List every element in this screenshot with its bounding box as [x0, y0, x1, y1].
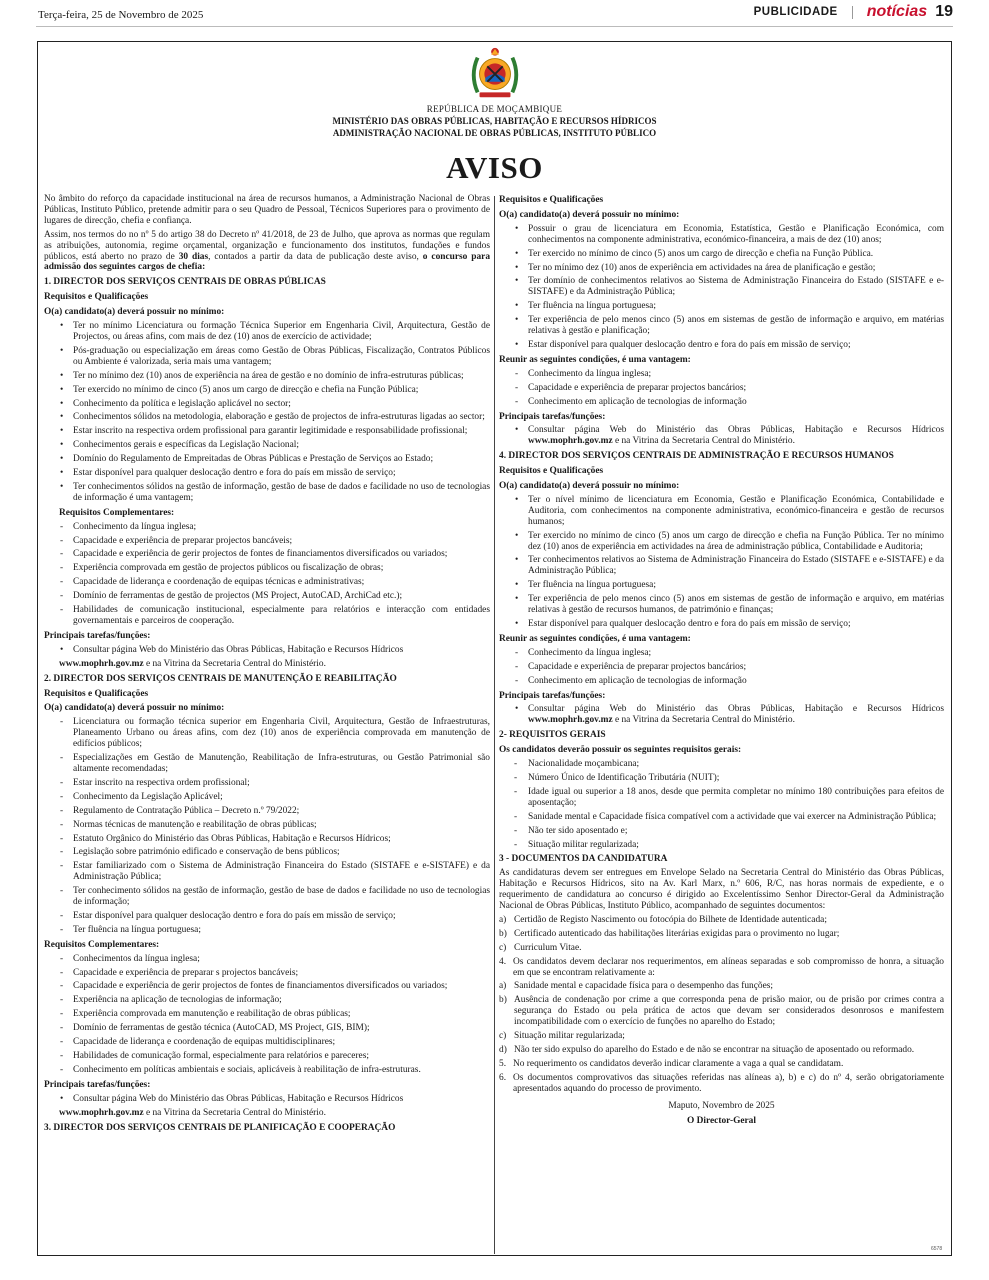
list-item: - Experiência comprovada em gestão de projectos públicos ou fiscalização de obras;	[44, 563, 490, 574]
advantage-heading: Reunir as seguintes condições, é uma vantagem:	[499, 354, 691, 365]
list-item: - Regulamento de Contratação Pública – Decreto n.º 79/2022;	[44, 806, 490, 817]
list-item: - Capacidade e experiência de preparar s projectos bancáveis;	[44, 968, 490, 979]
s3-minimum-list	[499, 224, 944, 351]
header-right	[754, 3, 953, 21]
list-item: - Estar familiarizado com o Sistema de Administração Financeira do Estado (SISTAFE e e-SISTAFE) e da Administração Pública;	[44, 861, 490, 883]
list-item: - Conhecimento em políticas ambientais e sociais, aplicáveis à reabilitação de infra-estruturas.	[44, 1065, 490, 1076]
list-item: • Estar disponível para qualquer deslocação dentro e fora do país em missão de serviço;	[499, 619, 944, 630]
s1-website-line: www.mophrh.gov.mz e na Vitrina da Secretaria Central do Ministério.	[59, 658, 326, 669]
s3-advantage-list	[499, 369, 944, 408]
list-item: - Sanidade mental e Capacidade física compatível com a actividade que vai exercer na Administração Pública;	[499, 812, 944, 823]
list-item: a) Sanidade mental e capacidade física para o desempenho das funções;	[499, 981, 774, 992]
list-item: • Pós-graduação ou especialização em áreas como Gestão de Obras Públicas, Fiscalização, Contratos Públicos ou Ambiente é valorizada, seria mais uma vantagem;	[44, 346, 490, 368]
header-divider	[852, 6, 853, 19]
list-item: • Ter exercido no mínimo de cinco (5) anos um cargo de direcção e chefia na Função Pública. Ter no mínimo dez (10) anos de experiência em actividades na área de administração pública, Contabilidade e Auditoria;	[499, 531, 944, 553]
list-item: - Capacidade e experiência de preparar projectos bancários;	[499, 383, 944, 394]
list-item: • Conhecimentos sólidos na metodologia, elaboração e gestão de projectos de infra-estruturas ligadas ao sector;	[44, 412, 490, 423]
list-item: • Consultar página Web do Ministério das Obras Públicas, Habitação e Recursos Hídricos www.mophrh.gov.mz e na Vitrina da Secretaria Central do Ministério.	[499, 425, 944, 447]
section-title-2: 2. DIRECTOR DOS SERVIÇOS CENTRAIS DE MANUTENÇÃO E REABILITAÇÃO	[44, 673, 397, 684]
s1-complementary-list	[44, 522, 490, 627]
signature: O Director-Geral	[687, 1115, 756, 1126]
list-item: • Ter domínio de conhecimentos relativos ao Sistema de Administração Financeira do Estado (SISTAFE e e-SISTAFE) e da Administração Pública;	[499, 276, 944, 298]
list-item: d) Não ter sido expulso do aparelho do Estado e de não se encontrar na situação de aposentado ou reformado.	[499, 1045, 915, 1055]
list-item: • Consultar página Web do Ministério das Obras Públicas, Habitação e Recursos Hídricos www.mophrh.gov.mz e na Vitrina da Secretaria Central do Ministério.	[499, 704, 944, 726]
list-item: c) Curriculum Vitae.	[499, 942, 582, 953]
final-items	[499, 1059, 944, 1095]
list-item: - Estar disponível para qualquer deslocação dentro e fora do país em missão de serviço;	[44, 911, 490, 922]
list-item: • Estar inscrito na respectiva ordem profissional para garantir legitimidade e responsabilidade profissional;	[44, 426, 490, 437]
list-item: • Ter o nível mínimo de licenciatura em Economia, Gestão e Planificação Económica, Contabilidade e Auditoria, com conhecimentos na componente administrativa, económico-financeira e gestão de recursos humanos;	[499, 495, 944, 528]
general-requirements-list	[499, 759, 944, 850]
tasks-heading: Principais tarefas/funções:	[44, 1079, 151, 1090]
list-item: - Conhecimento da Legislação Aplicável;	[44, 792, 490, 803]
list-item: 5. No requerimento os candidatos deverão indicar claramente a vaga a qual se candidatam.	[499, 1058, 844, 1069]
list-item: - Ter fluência na língua portuguesa;	[44, 925, 490, 936]
list-item: - Nacionalidade moçambicana;	[499, 759, 944, 770]
list-item: • Domínio do Regulamento de Empreitadas de Obras Públicas e Prestação de Serviços ao Estado;	[44, 454, 490, 465]
tasks-heading: Principais tarefas/funções:	[499, 690, 606, 701]
intro-paragraph: No âmbito do reforço da capacidade institucional na área de recursos humanos, a Administração Nacional de Obras Públicas, Instituto Público, pretende admitir para o seu Quadro de Pessoal, Técnicos Superiores para o provimento de lugares de direcção, chefia e confiança.	[44, 194, 490, 226]
list-item: - Capacidade e experiência de preparar projectos bancários;	[499, 662, 944, 673]
notice-title: AVISO	[446, 150, 543, 185]
website-link[interactable]: www.mophrh.gov.mz	[59, 658, 144, 669]
list-item: - Normas técnicas de manutenção e reabilitação de obras públicas;	[44, 820, 490, 831]
intro-legal-paragraph: Assim, nos termos do no nº 5 do artigo 38 do Decreto nº 41/2018, de 23 de Julho, que aprova as normas que regulam as atribuições, autonomia, regime orçamental, organização e funcionamento dos institutos, fundações e fundos públicos, está aberto no prazo de 30 dias, contados a partir da data de publicação deste aviso, o concurso para admissão dos seguintes cargos de chefia:	[44, 229, 491, 273]
list-item: • Ter experiência de pelo menos cinco (5) anos em sistemas de gestão de informação e arquivo, em matérias relativas à gestão de recursos humanos, de património e finanças;	[499, 594, 944, 616]
list-item: - Habilidades de comunicação formal, especialmente para relatórios e pareceres;	[44, 1051, 490, 1062]
list-item: - Especializações em Gestão de Manutenção, Reabilitação de Infra-estruturas, ou Gestão Patrimonial são altamente recomendadas;	[44, 753, 490, 775]
list-item: - Experiência comprovada em manutenção e reabilitação de obras públicas;	[44, 1009, 490, 1020]
list-item: 4. Os candidatos devem declarar nos requerimentos, em alíneas separadas e sob compromisso de honra, a situação em que se encontram relativamente a:	[499, 956, 944, 978]
list-item: - Capacidade de liderança e coordenação de equipas multidisciplinares;	[44, 1037, 490, 1048]
advantage-heading: Reunir as seguintes condições, é uma vantagem:	[499, 633, 691, 644]
website-link[interactable]: www.mophrh.gov.mz	[528, 436, 613, 447]
ministry-name: MINISTÉRIO DAS OBRAS PÚBLICAS, HABITAÇÃO E RECURSOS HÍDRICOS	[332, 116, 657, 126]
tasks-heading: Principais tarefas/funções:	[44, 630, 151, 641]
list-item: - Domínio de ferramentas de gestão de projectos (MS Project, AutoCAD, ArchiCad etc.);	[44, 591, 490, 602]
list-item: b) Certificado autenticado das habilitações literárias exigidas para o provimento no lugar;	[499, 928, 840, 939]
minimum-heading: O(a) candidato(a) deverá possuir no mínimo:	[499, 481, 680, 492]
declaration-item	[499, 957, 944, 979]
list-item: 6. Os documentos comprovativos das situações referidas nas alíneas a), b) e c) do nº 4, serão obrigatoriamente apresentados aquando do processo de provimento.	[499, 1072, 944, 1094]
list-item: - Conhecimento em aplicação de tecnologias de informação	[499, 397, 944, 408]
list-item: • Ter exercido no mínimo de cinco (5) anos um cargo de direcção e chefia na Função Pública.	[499, 249, 944, 260]
left-column	[44, 194, 490, 1136]
list-item: - Capacidade de liderança e coordenação de equipas técnicas e administrativas;	[44, 577, 490, 588]
list-item: - Licenciatura ou formação técnica superior em Engenharia Civil, Arquitectura, Gestão de Infraestruturas, Planeamento Urbano ou áreas afins, com dez (10) anos de experiência comprovada em manutenção de edifícios públicos;	[44, 717, 490, 750]
s4-minimum-list	[499, 495, 944, 630]
s3-tasks-list	[499, 425, 944, 447]
list-item: b) Ausência de condenação por crime a que corresponda pena de prisão maior, ou de prisão por crimes contra a segurança do Estado ou pela prática de actos que devam ser considerados desonrosos e manifestem incompatibilidade com o exercício de funções no aparelho do Estado;	[499, 995, 944, 1028]
list-item: - Idade igual ou superior a 18 anos, desde que permita completar no mínimo 180 contribuições para efeitos de aposentação;	[499, 787, 944, 809]
list-item: • Ter no mínimo dez (10) anos de experiência na área de gestão e no domínio de infra-estruturas públicas;	[44, 371, 490, 382]
section-title-1: 1. DIRECTOR DOS SERVIÇOS CENTRAIS DE OBRAS PÚBLICAS	[44, 277, 326, 288]
s1-tasks-list	[44, 645, 490, 656]
section-title-3: 3. DIRECTOR DOS SERVIÇOS CENTRAIS DE PLANIFICAÇÃO E COOPERAÇÃO	[44, 1122, 396, 1133]
list-item: • Ter conhecimentos sólidos na gestão de informação, gestão de base de dados e facilidade no uso de tecnologias de informação é uma vantagem;	[44, 482, 490, 504]
list-item: - Situação militar regularizada;	[499, 840, 944, 851]
column-divider	[494, 196, 495, 1254]
list-item: - Conhecimentos da língua inglesa;	[44, 954, 490, 965]
documents-intro: As candidaturas devem ser entregues em Envelope Selado na Secretaria Central do Ministério das Obras Públicas, Habitação e Recursos Hídricos, sito na Av. Karl Marx, n.º 606, R/C, nas horas normais de expediente, e o requerimento de candidatura ao concurso é dirigido ao Excelentíssimo Senhor Director-Geral da Administração Nacional de Obras Públicas, Instituto Público, acompanhado de seguintes documentos:	[499, 868, 944, 912]
list-item: • Ter no mínimo dez (10) anos de experiência em actividades na área de planificação e gestão;	[499, 263, 944, 274]
page-header	[36, 0, 953, 27]
list-item: - Capacidade e experiência de gerir projectos de fontes de financiamentos diversificados ou variados;	[44, 981, 490, 992]
place-date: Maputo, Novembro de 2025	[668, 1100, 775, 1111]
minimum-heading: O(a) candidato(a) deverá possuir no mínimo:	[44, 307, 225, 318]
list-item: • Ter conhecimentos relativos ao Sistema de Administração Financeira do Estado (SISTAFE e e-SISTAFE) e da Administração Pública;	[499, 555, 944, 577]
republic-name: REPÚBLICA DE MOÇAMBIQUE	[426, 104, 563, 114]
requirements-heading: Requisitos e Qualificações	[499, 466, 604, 477]
list-item: a) Certidão de Registo Nascimento ou fotocópia do Bilhete de Identidade autenticada;	[499, 914, 827, 925]
minimum-heading: O(a) candidato(a) deverá possuir no mínimo:	[44, 703, 225, 714]
requirements-heading: Requisitos e Qualificações	[499, 195, 604, 205]
website-link[interactable]: www.mophrh.gov.mz	[528, 715, 613, 726]
list-item: - Conhecimento em aplicação de tecnologias de informação	[499, 676, 944, 687]
s2-minimum-list	[44, 717, 490, 935]
general-requirements-title: 2- REQUISITOS GERAIS	[499, 730, 606, 741]
newspaper-logo: notícias	[866, 3, 928, 20]
s2-complementary-list	[44, 954, 490, 1076]
tasks-heading: Principais tarefas/funções:	[499, 411, 606, 422]
list-item: - Experiência na aplicação de tecnologias de informação;	[44, 995, 490, 1006]
list-item: - Domínio de ferramentas de gestão técnica (AutoCAD, MS Project, GIS, BIM);	[44, 1023, 490, 1034]
list-item: - Habilidades de comunicação institucional, especialmente para relatórios e interacção com entidades governamentais e parceiros de cooperação.	[44, 605, 490, 627]
list-item: • Ter no mínimo Licenciatura ou formação Técnica Superior em Engenharia Civil, Arquitectura, Gestão de Projectos, ou áreas afins, com mais de dez (10) anos de exercício de actividade;	[44, 321, 490, 343]
list-item: - Legislação sobre património edificado e conservação de bens públicos;	[44, 847, 490, 858]
list-item: • Ter fluência na língua portuguesa;	[499, 580, 944, 591]
list-item: • Conhecimentos gerais e específicas da Legislação Nacional;	[44, 440, 490, 451]
s2-tasks-list	[44, 1094, 490, 1105]
minimum-heading: O(a) candidato(a) deverá possuir no mínimo:	[499, 209, 680, 220]
list-item: - Número Único de Identificação Tributária (NUIT);	[499, 773, 944, 784]
list-item: - Capacidade e experiência de gerir projectos de fontes de financiamentos diversificados ou variados;	[44, 549, 490, 560]
list-item: • Consultar página Web do Ministério das Obras Públicas, Habitação e Recursos Hídricos	[44, 1094, 490, 1105]
list-item: - Conhecimento da língua inglesa;	[499, 369, 944, 380]
complementary-heading: Requisitos Complementares:	[59, 507, 175, 518]
page-number: 19	[935, 3, 953, 20]
s2-website-line: www.mophrh.gov.mz e na Vitrina da Secretaria Central do Ministério.	[59, 1107, 326, 1118]
list-item: c) Situação militar regularizada;	[499, 1031, 625, 1042]
list-item: • Ter experiência de pelo menos cinco (5) anos em sistemas de gestão de informação e arquivo, em matérias relativas à gestão e planificação;	[499, 315, 944, 337]
s4-tasks-list	[499, 704, 944, 726]
website-link[interactable]: www.mophrh.gov.mz	[59, 1107, 144, 1118]
list-item: - Não ter sido aposentado e;	[499, 826, 944, 837]
documents-title: 3 - DOCUMENTOS DA CANDIDATURA	[499, 854, 668, 865]
right-column	[499, 194, 944, 1129]
institute-name: ADMINISTRAÇÃO NACIONAL DE OBRAS PÚBLICAS, INSTITUTO PÚBLICO	[332, 128, 657, 138]
general-requirements-intro: Os candidatos deverão possuir os seguintes requisitos gerais:	[499, 745, 742, 756]
complementary-heading: Requisitos Complementares:	[44, 939, 160, 950]
list-item: - Estar inscrito na respectiva ordem profissional;	[44, 778, 490, 789]
s1-minimum-list	[44, 321, 490, 504]
list-item: • Conhecimento da política e legislação aplicável no sector;	[44, 399, 490, 410]
list-item: - Ter conhecimento sólidos na gestão de informação, gestão de base de dados e facilidade no uso de tecnologias de informação;	[44, 886, 490, 908]
list-item: - Estatuto Orgânico do Ministério das Obras Públicas, Habitação e Recursos Hídricos;	[44, 834, 490, 845]
requirements-heading: Requisitos e Qualificações	[44, 292, 149, 303]
section-title-4: 4. DIRECTOR DOS SERVIÇOS CENTRAIS DE ADMINISTRAÇÃO E RECURSOS HUMANOS	[499, 451, 894, 462]
s4-advantage-list	[499, 648, 944, 687]
list-item: - Conhecimento da língua inglesa;	[499, 648, 944, 659]
documents-list	[499, 915, 944, 954]
ad-reference: 6578	[931, 1246, 943, 1252]
list-item: - Conhecimento da língua inglesa;	[44, 522, 490, 533]
list-item: • Possuir o grau de licenciatura em Economia, Estatística, Gestão e Planificação Económica, com conhecimentos na componente administrativa, económico-financeira, a mais de dez (10) anos;	[499, 224, 944, 246]
requirements-heading: Requisitos e Qualificações	[44, 688, 149, 699]
list-item: • Estar disponível para qualquer deslocação dentro e fora do país em missão de serviço;	[499, 340, 944, 351]
list-item: • Ter fluência na língua portuguesa;	[499, 301, 944, 312]
list-item: • Estar disponível para qualquer deslocação dentro e fora do país em missão de serviço;	[44, 468, 490, 479]
section-label: PUBLICIDADE	[753, 6, 838, 18]
mozambique-emblem-icon	[466, 46, 524, 104]
declaration-list	[499, 981, 944, 1055]
list-item: • Ter exercido no mínimo de cinco (5) anos um cargo de direcção e chefia na Função Pública;	[44, 385, 490, 396]
list-item: - Capacidade e experiência de preparar projectos bancáveis;	[44, 536, 490, 547]
list-item: • Consultar página Web do Ministério das Obras Públicas, Habitação e Recursos Hídricos	[44, 645, 490, 656]
publication-date: Terça-feira, 25 de Novembro de 2025	[38, 9, 204, 21]
